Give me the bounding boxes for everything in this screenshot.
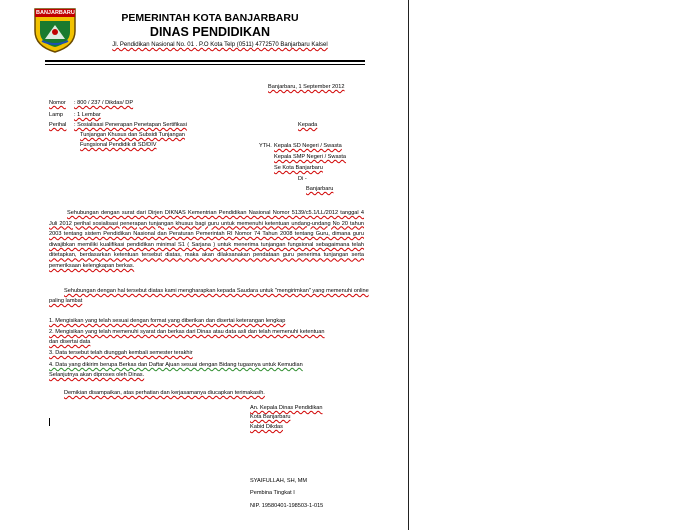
list-item-1 [49, 318, 285, 325]
list-item-4a-text: 4. Data yang dikirim berupa Berkas dan Daftar Ajuan sesuai dengan Bidang tugasnya untuk Kemudian [49, 362, 303, 368]
closing-text: Demikian disampaikan, atas perhatian dan kerjasamanya diucapkan terimakasih. [64, 390, 265, 396]
header-rule-thin [45, 64, 365, 65]
header-rule-thick [45, 60, 365, 62]
body-paragraph [49, 208, 364, 272]
request-line-2-text: paling lambat [49, 298, 83, 304]
perihal-label [49, 122, 66, 129]
signature-city-text: Kota Banjarbaru [250, 414, 291, 420]
workspace-background [410, 0, 680, 530]
logo-text: BANJARBARU [36, 10, 75, 16]
recipient-line-3-text: Se Kota Banjarbaru [274, 165, 323, 171]
signature-name: SYAIFULLAH, SH, MM [250, 478, 308, 484]
perihal-value-line-2 [80, 132, 185, 139]
perihal-value-3-text: Fungsional Pendidik di SD/DIV [80, 142, 157, 148]
perihal-value-1-text: : Sosialisasi Penerapan Penetapan Sertifikasi [74, 122, 187, 128]
signature-an-text: An. Kepala Dinas Pendidikan [250, 405, 323, 411]
recipient-line-1-text: Kepala SD Negeri / Swasta [274, 143, 342, 149]
list-item-2-cont [49, 339, 90, 346]
signature-nip: NIP. 19580401-198503-1-015 [250, 503, 324, 509]
di-place [306, 186, 333, 193]
perihal-label-text: Perihal [49, 122, 67, 128]
office-address [75, 42, 365, 48]
di-label: Di - [298, 176, 307, 182]
perihal-value-line-1 [74, 122, 187, 129]
nomor-value [74, 100, 133, 107]
request-line-1-text: Sehubungan dengan hal tersebut diatas kami mengharapkan kepada Saudara untuk "mengirimkan" yang memenuhi online [64, 288, 369, 294]
nomor-label [49, 100, 66, 107]
yth-label: YTH. [259, 143, 272, 149]
list-item-3-text: 3. Data tersebut telah diunggah kembali semester terakhir [49, 350, 193, 356]
list-item-4b-text: Selanjutnya akan diproses oleh Dinas. [49, 372, 145, 378]
request-line-1 [64, 288, 369, 295]
list-item-3 [49, 350, 193, 357]
recipient-line-1 [274, 143, 342, 150]
list-item-2a-text: 2. Mengisikan yang telah memenuhi syarat dan berkas dari Dinas atau data asli dan telah memenuhi ketentuan [49, 329, 325, 335]
nomor-value-text: : 800 / 237 / Dikdas/ DP [74, 100, 134, 106]
office-address-text: Jl. Pendidikan Nasional No. 01 . P.O Kota Telp (0511) 4772570 Banjarbaru Kalsel [112, 42, 328, 48]
list-item-1-text: 1. Mengisikan yang telah sesuai dengan format yang diberikan dan disertai keterangan lengkap [49, 318, 286, 324]
body-paragraph-text: Sehubungan dengan surat dari Dirjen DIKNAS Kementrian Pendidikan Nasional Nomor 5139/c5.1/LL/2012 tanggal 4 Juli 2012 perihal sosialisasi penerapan tunjangan khusus bagi guru untuk memenuhi ketentuan undang-undang No 20 tahun 2003 tentang sistem Pendidikan Nasional dan Peraturan Pemerintah RI Nomor 74 Tahun 2008 tentang Guru, dimana guru diwajibkan memiliki kualifikasi pendidikan minimal S1 ( Sarjana ) untuk menerima tunjangan fungsional sebagaimana telah ditetapkan, berdasarkan ketentuan tersebut diatas, maka akan dilaksanakan pendataan guru penerima tunjangan serta pemeriksaan kelengkapan berkas. [49, 210, 364, 269]
signature-an [250, 405, 322, 412]
recipient-line-3 [274, 165, 323, 172]
request-line-2 [49, 298, 82, 305]
closing-line [64, 390, 265, 397]
recipient-line-2 [274, 154, 346, 161]
lamp-label: Lamp [49, 112, 63, 118]
list-item-4 [49, 362, 303, 369]
place-date-text: Banjarbaru, 1 September 2012 [268, 84, 345, 90]
recipient-line-2-text: Kepala SMP Negeri / Swasta [274, 154, 347, 160]
kepada-text: Kepada [298, 122, 318, 128]
nomor-label-text: Nomor [49, 100, 66, 106]
signature-role-text: Kabid Dikdas [250, 424, 283, 430]
text-cursor [49, 418, 50, 426]
list-item-2 [49, 329, 325, 336]
signature-rank: Pembina Tingkat I [250, 490, 295, 496]
lamp-value [74, 112, 101, 119]
perihal-value-2-text: Tunjangan Khusus dan Subsidi Tunjangan [80, 132, 185, 138]
list-item-4-cont [49, 372, 144, 379]
kepada-label [298, 122, 317, 129]
perihal-value-line-3 [80, 142, 157, 149]
place-date [268, 84, 345, 91]
signature-city [250, 414, 290, 421]
government-title: PEMERINTAH KOTA BANJARBARU [121, 12, 299, 24]
signature-role [250, 424, 283, 431]
office-title: DINAS PENDIDIKAN [149, 25, 271, 39]
di-place-text: Banjarbaru [306, 186, 334, 192]
lamp-value-text: : 1 Lembar [74, 112, 101, 118]
list-item-2b-text: dan disertai data [49, 339, 91, 345]
